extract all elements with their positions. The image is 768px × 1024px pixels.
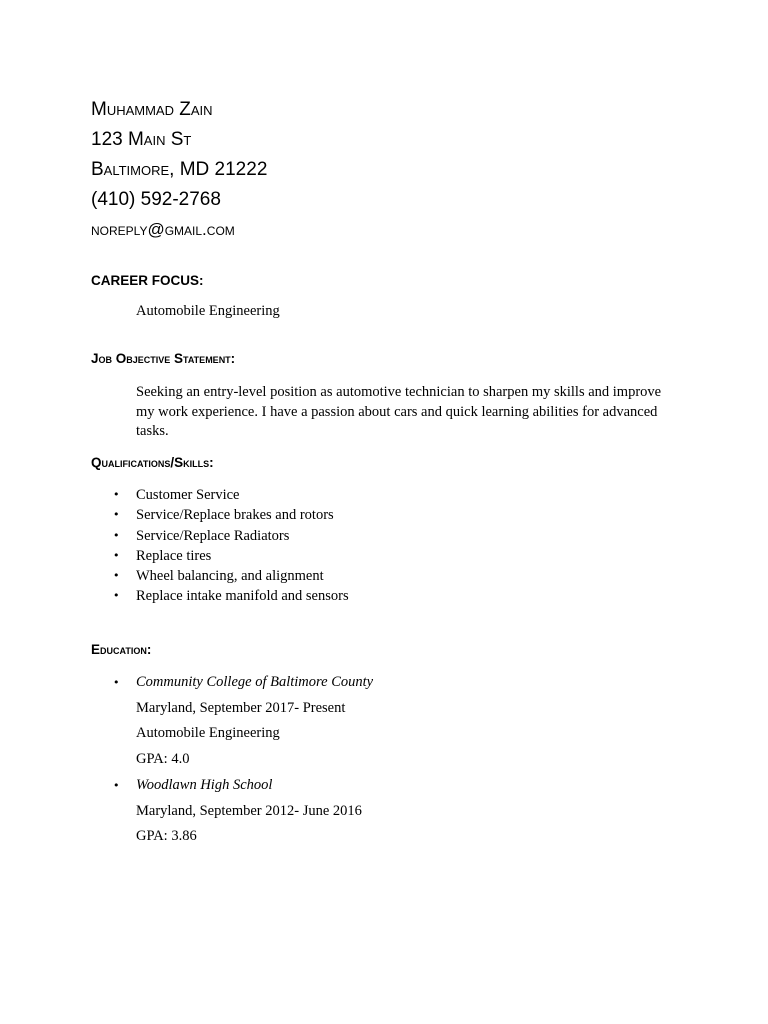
bullet-icon: • bbox=[113, 778, 120, 792]
skill-item: • Replace intake manifold and sensors bbox=[0, 586, 349, 606]
school-gpa: GPA: 3.86 bbox=[136, 828, 197, 845]
city-state-zip: Baltimore, MD 21222 bbox=[91, 159, 268, 180]
skill-item: • Service/Replace brakes and rotors bbox=[0, 505, 349, 525]
bullet-icon: • bbox=[113, 676, 120, 689]
contact-header bbox=[91, 95, 691, 245]
education-entry bbox=[0, 773, 700, 850]
bullet-icon: • bbox=[113, 508, 120, 522]
school-program: Automobile Engineering bbox=[136, 725, 280, 742]
email-address: noreply@gmail.com bbox=[91, 220, 235, 239]
education-heading: Education: bbox=[91, 642, 152, 657]
skills-list bbox=[0, 485, 349, 607]
education-entry bbox=[0, 670, 700, 773]
bullet-icon: • bbox=[113, 589, 120, 603]
phone-number: (410) 592-2768 bbox=[91, 189, 221, 210]
applicant-name: Muhammad Zain bbox=[91, 99, 213, 120]
skill-item: • Replace tires bbox=[0, 546, 349, 566]
bullet-icon: • bbox=[113, 569, 120, 583]
bullet-icon: • bbox=[113, 548, 120, 562]
school-location-dates: Maryland, September 2017- Present bbox=[136, 699, 346, 716]
street-address: 123 Main St bbox=[91, 129, 192, 150]
skills-heading: Qualifications/Skills: bbox=[91, 455, 214, 470]
career-focus-value: Automobile Engineering bbox=[136, 303, 280, 319]
skill-item: • Wheel balancing, and alignment bbox=[0, 566, 349, 586]
career-focus-heading: CAREER FOCUS: bbox=[91, 273, 204, 288]
school-name: Woodlawn High School bbox=[136, 776, 273, 793]
school-name: Community College of Baltimore County bbox=[136, 674, 374, 690]
education-list bbox=[0, 670, 700, 850]
skill-item: • Service/Replace Radiators bbox=[0, 526, 349, 546]
school-location-dates: Maryland, September 2012- June 2016 bbox=[136, 802, 362, 819]
objective-heading: Job Objective Statement: bbox=[91, 351, 236, 366]
bullet-icon: • bbox=[113, 488, 120, 501]
school-gpa: GPA: 4.0 bbox=[136, 751, 190, 768]
skill-item: • Customer Service bbox=[0, 485, 349, 505]
objective-text: Seeking an entry-level position as automotive technician to sharpen my skills and improve my work experience. I have a passion about cars and quick learning abilities for advanced tasks. bbox=[136, 384, 662, 439]
bullet-icon: • bbox=[113, 528, 120, 542]
